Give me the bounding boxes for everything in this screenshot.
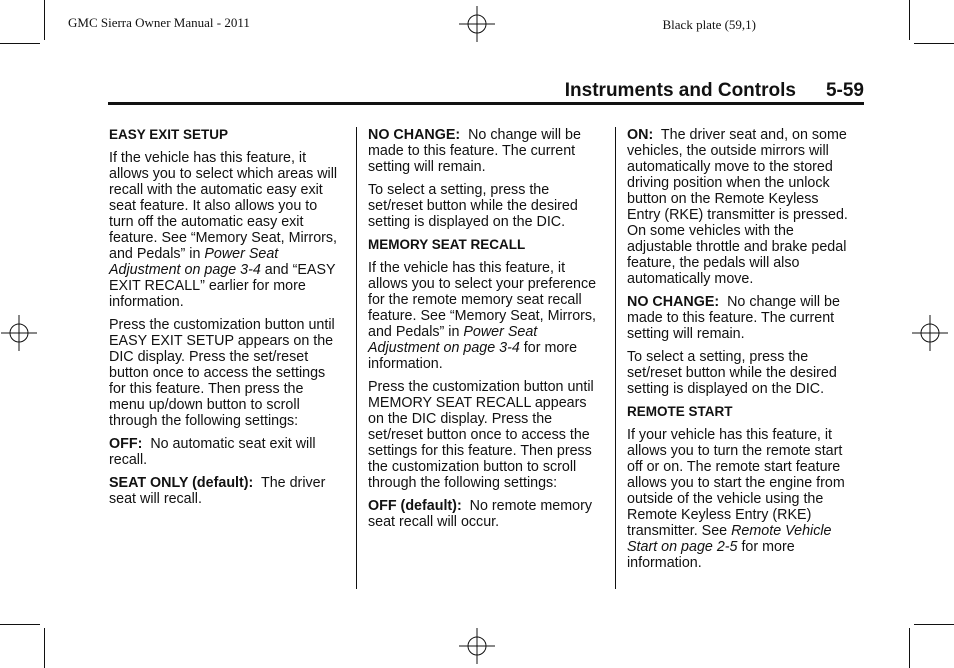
setting-label: SEAT ONLY (default):	[109, 475, 254, 491]
crop-mark-bottom-left-v	[44, 628, 45, 668]
setting-label: OFF:	[109, 436, 143, 452]
section-title: Instruments and Controls	[564, 80, 796, 101]
page-number: 5-59	[825, 80, 864, 101]
header-rule	[108, 102, 864, 105]
setting-seat-only	[109, 475, 343, 507]
setting-off	[109, 436, 343, 468]
registration-mark-top-icon	[459, 6, 495, 42]
text: If your vehicle has this feature, it allows you to turn the remote start off or on. The remote start feature allows you to start the engine from outside of the vehicle using the Remote Keyless Entry (RKE) transmitter. See	[627, 427, 845, 539]
crop-mark-top-right-h	[914, 43, 954, 44]
setting-no-change	[627, 294, 855, 342]
registration-mark-left-icon	[1, 315, 37, 351]
setting-label: NO CHANGE:	[368, 127, 461, 143]
crop-mark-bottom-right-h	[914, 624, 954, 625]
text: If the vehicle has this feature, it allows you to select which areas will recall with the automatic easy exit seat feature. It also allows you to turn off the automatic easy exit feature. See “Memory Seat, Mirrors, and Pedals” in	[109, 150, 338, 262]
setting-text: No change will be made to this feature. The current setting will remain.	[627, 294, 840, 342]
column-divider-2	[615, 127, 616, 589]
section-header	[108, 80, 864, 102]
paragraph: To select a setting, press the set/reset button while the desired setting is displayed on the DIC.	[368, 182, 578, 230]
registration-mark-bottom-icon	[459, 628, 495, 664]
manual-title: GMC Sierra Owner Manual - 2011	[68, 15, 250, 30]
text: If the vehicle has this feature, it allows you to select your preference for the remote memory seat recall feature. See “Memory Seat, Mirrors, and Pedals” in	[368, 260, 597, 340]
paragraph	[109, 150, 343, 310]
registration-mark-right-icon	[912, 315, 948, 351]
cross-reference-link[interactable]: Remote Vehicle Start on page 2-5	[627, 523, 832, 555]
column-divider-1	[356, 127, 357, 589]
column-3	[627, 127, 855, 578]
heading-memory-seat-recall: MEMORY SEAT RECALL	[368, 237, 526, 252]
setting-label: ON:	[627, 127, 654, 143]
crop-mark-top-right-v	[909, 0, 910, 40]
column-1	[109, 127, 343, 514]
plate-label: Black plate (59,1)	[662, 17, 756, 32]
setting-label: NO CHANGE:	[627, 294, 720, 310]
heading-easy-exit-setup: EASY EXIT SETUP	[109, 127, 229, 142]
paragraph	[368, 260, 606, 372]
text: for more information.	[627, 539, 795, 571]
setting-on	[627, 127, 855, 287]
setting-text: No change will be made to this feature. The current setting will remain.	[368, 127, 581, 175]
text: and “EASY EXIT RECALL” earlier for more information.	[109, 262, 336, 310]
crop-mark-bottom-right-v	[909, 628, 910, 668]
cross-reference-link[interactable]: Power Seat Adjustment on page 3-4	[368, 324, 538, 356]
setting-label: OFF (default):	[368, 498, 462, 514]
paragraph: To select a setting, press the set/reset button while the desired setting is displayed on the DIC.	[627, 349, 837, 397]
crop-mark-top-left-h	[0, 43, 40, 44]
setting-text: No remote memory seat recall will occur.	[368, 498, 593, 530]
setting-no-change	[368, 127, 606, 175]
setting-text: The driver seat and, on some vehicles, the outside mirrors will automatically move to the stored driving position when the unlock button on the Remote Keyless Entry (RKE) transmitter is pressed. On some vehicles with the adjustable throttle and brake pedal feature, the pedals will also automatically move.	[627, 127, 848, 287]
paragraph: Press the customization button until EASY EXIT SETUP appears on the DIC display. Press the set/reset button once to access the settings for this feature. Then press the menu up/down button to scroll through the following settings:	[109, 317, 335, 429]
setting-text: No automatic seat exit will recall.	[109, 436, 316, 468]
cross-reference-link[interactable]: Power Seat Adjustment on page 3-4	[109, 246, 279, 278]
heading-remote-start: REMOTE START	[627, 404, 733, 419]
text: for more information.	[368, 340, 578, 372]
crop-mark-bottom-left-h	[0, 624, 40, 625]
column-2	[368, 127, 606, 537]
paragraph	[627, 427, 855, 571]
setting-text: The driver seat will recall.	[109, 475, 326, 507]
crop-mark-top-left-v	[44, 0, 45, 40]
paragraph: Press the customization button until MEMORY SEAT RECALL appears on the DIC display. Press the set/reset button once to access the settings for this feature. Then press the customization button to scroll through the following settings:	[368, 379, 594, 491]
setting-off-default	[368, 498, 606, 530]
